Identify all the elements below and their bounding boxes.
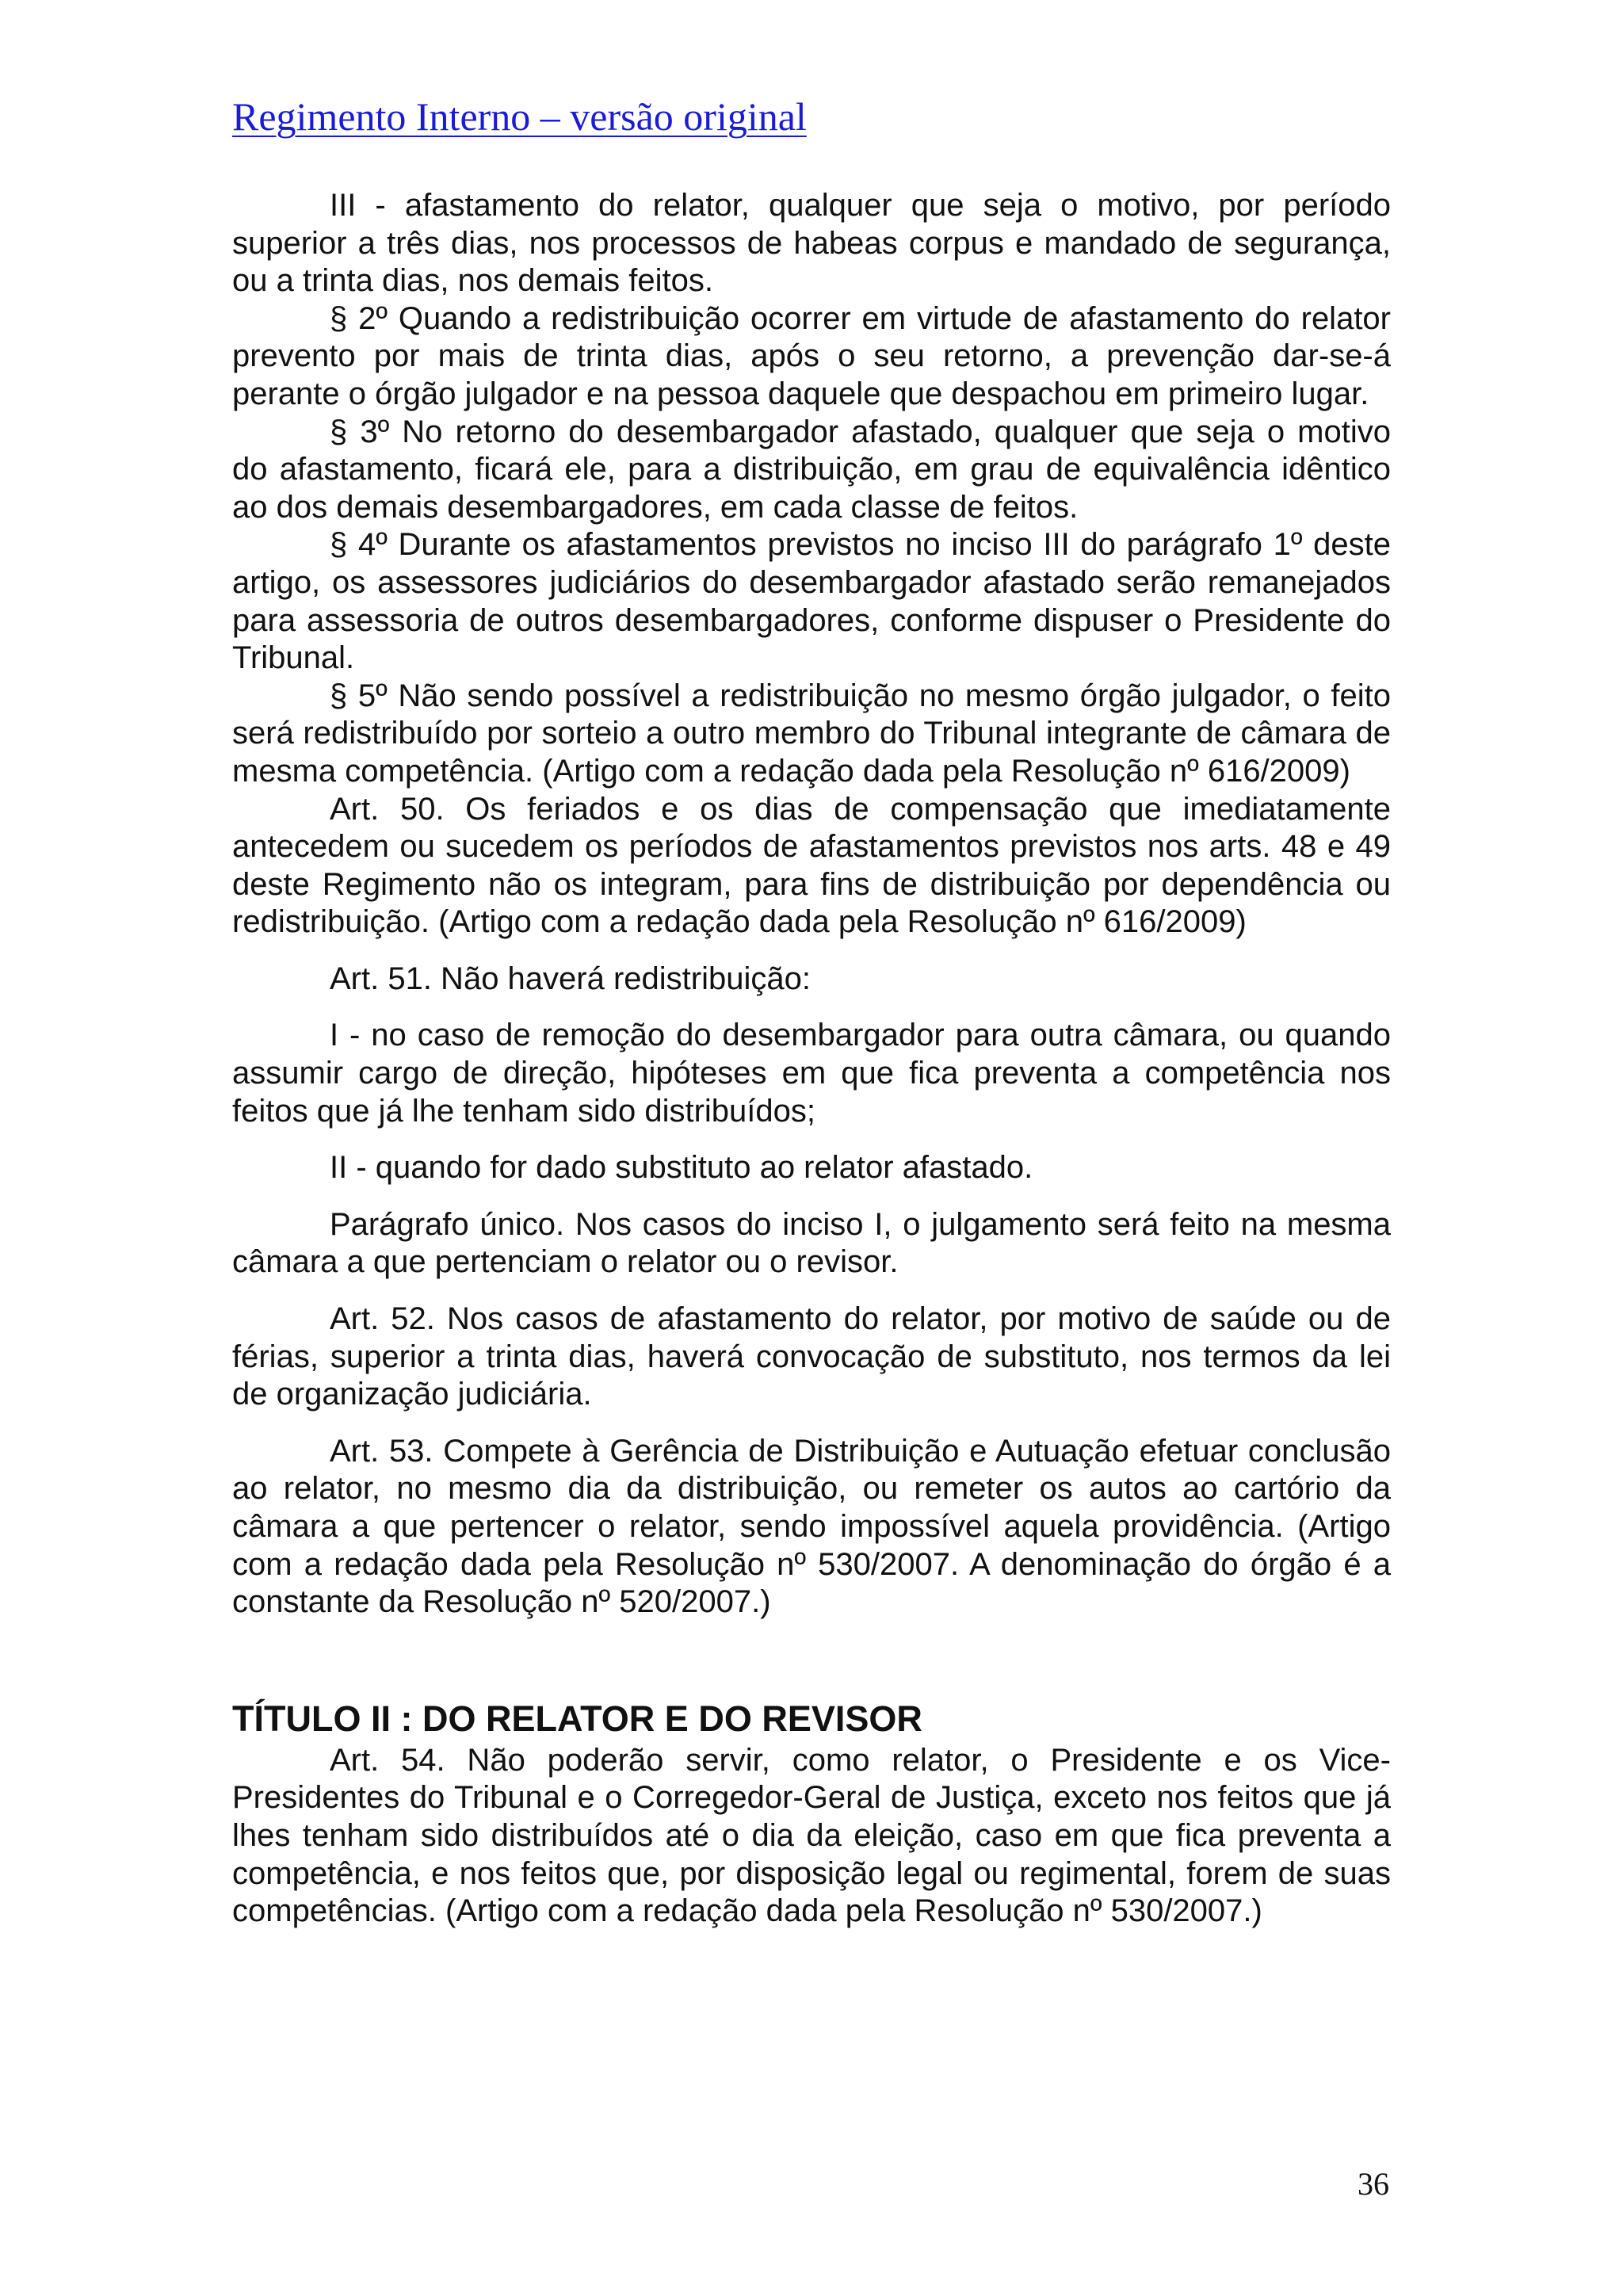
section-title: TÍTULO II : DO RELATOR E DO REVISOR [232,1698,922,1739]
paragraph-art-51-paragrafo-unico: Parágrafo único. Nos casos do inciso I, o julgamento será feito na mesma câmara a que pertenciam o relator ou o revisor. [232,1206,1391,1280]
paragraph-inciso-iii: III - afastamento do relator, qualquer que seja o motivo, por período superior a três dias, nos processos de habeas corpus e mandado de segurança, ou a trinta dias, nos demais feitos. [232,188,1391,299]
header-title-link[interactable]: Regimento Interno – versão original [232,94,807,139]
paragraph-section-4: § 4º Durante os afastamentos previstos no inciso III do parágrafo 1º deste artigo, os assessores judiciários do desembargador afastado serão remanejados para assessoria de outros desembargadores, conforme dispuser o Presidente do Tribunal. [232,527,1391,676]
document-body [232,187,1391,1931]
paragraph-art-51-inciso-ii: II - quando for dado substituto ao relator afastado. [330,1150,1033,1186]
paragraph-section-5: § 5º Não sendo possível a redistribuição no mesmo órgão julgador, o feito será redistribuído por sorteio a outro membro do Tribunal integrante de câmara de mesma competência. (Artigo com a redação dada pela Resolução nº 616/2009) [232,678,1391,789]
paragraph-section-2: § 2º Quando a redistribuição ocorrer em virtude de afastamento do relator prevento por mais de trinta dias, após o seu retorno, a prevenção dar-se-á perante o órgão julgador e na pessoa daquele que despachou em primeiro lugar. [232,300,1391,411]
paragraph-section-3: § 3º No retorno do desembargador afastado, qualquer que seja o motivo do afastamento, ficará ele, para a distribuição, em grau de equivalência idêntico ao dos demais desembargadores, em cada classe de feitos. [232,414,1391,525]
paragraph-art-53: Art. 53. Compete à Gerência de Distribuição e Autuação efetuar conclusão ao relator, no mesmo dia da distribuição, ou remeter os autos ao cartório da câmara a que pertencer o relator, sendo impossível aquela providência. (Artigo com a redação dada pela Resolução nº 530/2007. A denominação do órgão é a constante da Resolução nº 520/2007.) [232,1433,1391,1620]
paragraph-art-50: Art. 50. Os feriados e os dias de compensação que imediatamente antecedem ou sucedem os períodos de afastamentos previstos nos arts. 48 e 49 deste Regimento não os integram, para fins de distribuição por dependência ou redistribuição. (Artigo com a redação dada pela Resolução nº 616/2009) [232,791,1391,940]
paragraph-art-51: Art. 51. Não haverá redistribuição: [330,961,811,996]
paragraph-art-52: Art. 52. Nos casos de afastamento do relator, por motivo de saúde ou de férias, superior a trinta dias, haverá convocação de substituto, nos termos da lei de organização judiciária. [232,1301,1391,1412]
paragraph-art-54: Art. 54. Não poderão servir, como relator, o Presidente e os Vice-Presidentes do Tribunal e o Corregedor-Geral de Justiça, exceto nos feitos que já lhes tenham sido distribuídos até o dia da eleição, caso em que fica preventa a competência, e nos feitos que, por disposição legal ou regimental, forem de suas competências. (Artigo com a redação dada pela Resolução nº 530/2007.) [232,1742,1391,1929]
paragraph-art-51-inciso-i: I - no caso de remoção do desembargador para outra câmara, ou quando assumir cargo de direção, hipóteses em que fica preventa a competência nos feitos que já lhe tenham sido distribuídos; [232,1018,1391,1129]
page-number: 36 [1358,2166,1389,2202]
